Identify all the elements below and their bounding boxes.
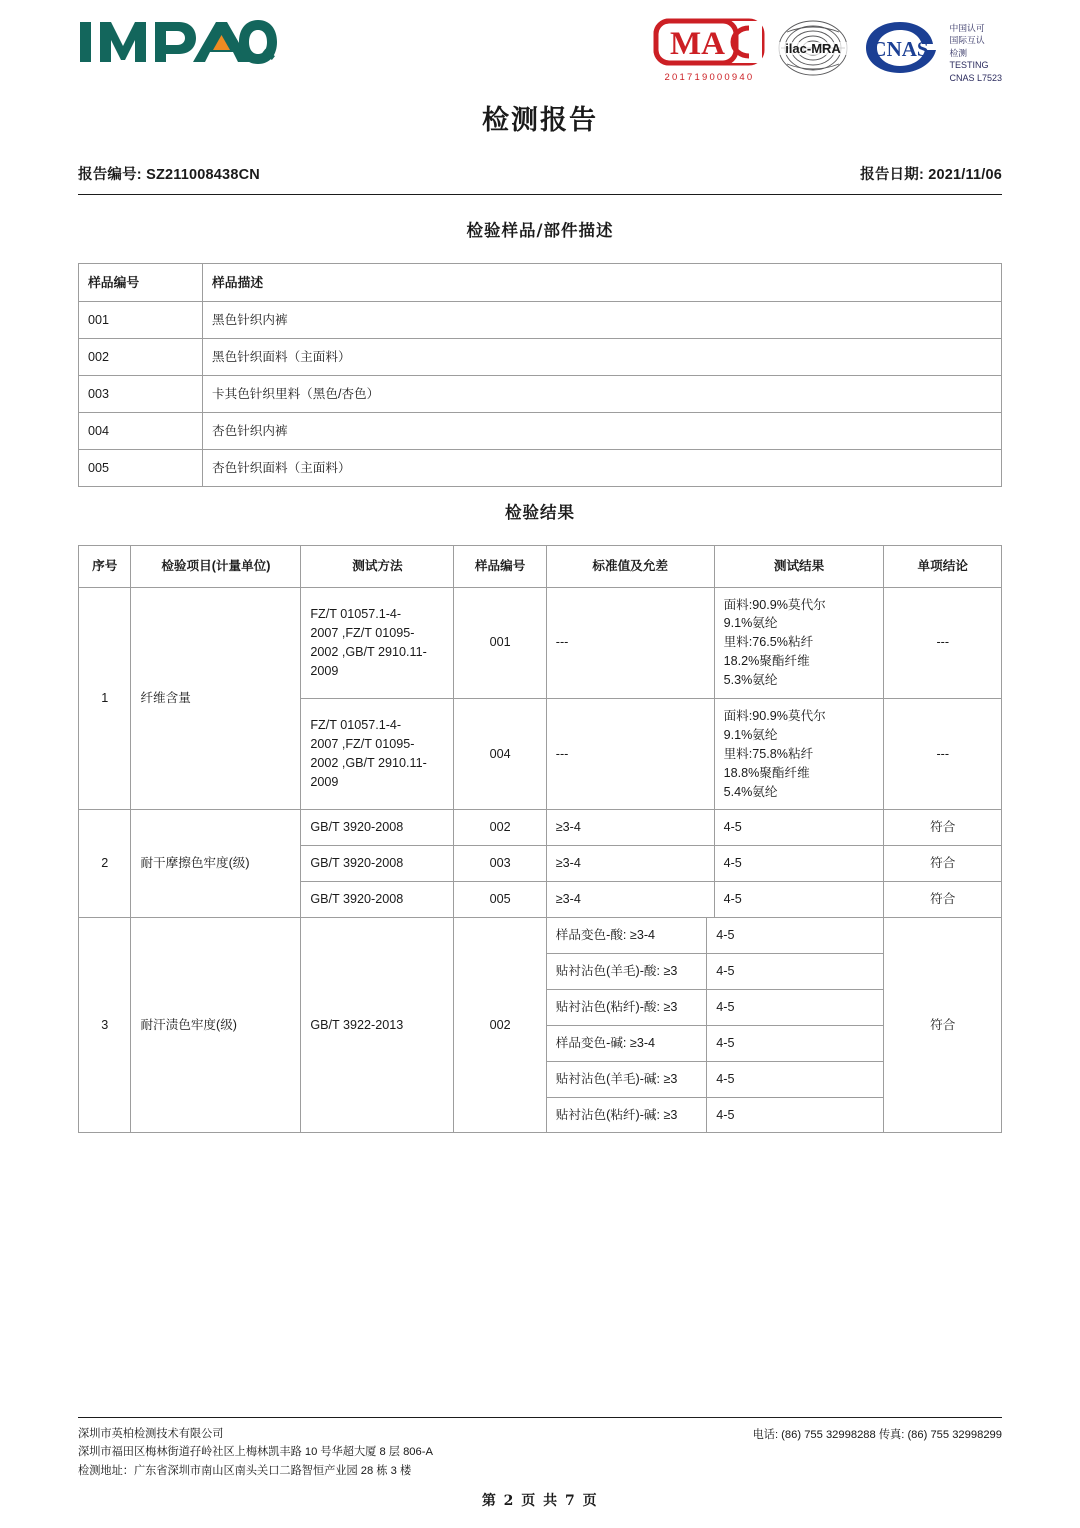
table-header-row (79, 264, 1002, 302)
sub-result: 4-5 (707, 989, 884, 1025)
sub-standard: 贴衬沾色(粘纤)-酸: ≥3 (547, 989, 707, 1025)
col-conclusion: 单项结论 (884, 546, 1002, 587)
row-standard: ≥3-4 (546, 810, 714, 846)
table-row (79, 450, 1002, 487)
cnas-accreditation-text (949, 18, 1002, 85)
table-row (79, 918, 1002, 1133)
method-line: 2009 (310, 775, 339, 790)
table-row (79, 376, 1002, 413)
col-sample-id: 样品编号 (79, 264, 203, 302)
sub-row (547, 954, 884, 990)
sample-id: 001 (79, 302, 203, 339)
impaq-logo (78, 14, 283, 70)
sub-standard: 贴衬沾色(羊毛)-酸: ≥3 (547, 954, 707, 990)
cnas-line-4: TESTING (949, 60, 989, 71)
footer-company-name: 深圳市英柏检测技术有限公司 (78, 1427, 224, 1440)
sample-desc: 杏色针织面料（主面料） (203, 450, 1002, 487)
ilac-mra-mark (775, 18, 851, 83)
row-method (301, 587, 454, 698)
sample-id: 005 (79, 450, 203, 487)
cnas-line-5: CNAS L7523 (949, 73, 1002, 84)
sub-result: 4-5 (707, 918, 884, 953)
row-conclusion: 符合 (884, 882, 1002, 918)
report-date (860, 163, 1002, 184)
method-line: 2002 ,GB/T 2910.11- (310, 644, 427, 659)
row-method: GB/T 3922-2013 (301, 918, 454, 1133)
method-line: 2007 ,FZ/T 01095- (310, 737, 415, 752)
sub-row (547, 989, 884, 1025)
method-line: 2002 ,GB/T 2910.11- (310, 756, 427, 771)
result-line: 里料:76.5%粘纤 (723, 635, 814, 650)
result-line: 5.4%氨纶 (723, 784, 778, 799)
standard-result-subtable (547, 918, 884, 1132)
footer-address-1: 深圳市福田区梅林街道孖岭社区上梅林凯丰路 10 号华超大厦 8 层 806-A (78, 1446, 433, 1459)
row-method: GB/T 3920-2008 (301, 882, 454, 918)
row-item: 纤维含量 (131, 587, 301, 810)
row-result (714, 699, 884, 810)
col-method: 测试方法 (301, 546, 454, 587)
row-method: GB/T 3920-2008 (301, 810, 454, 846)
footer-company-info (78, 1425, 433, 1480)
row-standard: ≥3-4 (546, 846, 714, 882)
row-item: 耐干摩擦色牢度(级) (131, 810, 301, 918)
row-no: 3 (79, 918, 131, 1133)
page-header (78, 0, 1002, 92)
sample-id: 002 (79, 339, 203, 376)
method-line: FZ/T 01057.1-4- (310, 718, 402, 733)
report-number (78, 163, 260, 184)
footer-divider (78, 1417, 1002, 1418)
row-standard-result-group (546, 918, 884, 1133)
sub-result: 4-5 (716, 1107, 735, 1122)
row-conclusion: --- (884, 699, 1002, 810)
row-result (714, 587, 884, 698)
row-result: 4-5 (714, 846, 884, 882)
svg-text:MA: MA (670, 26, 726, 62)
sub-row (547, 1097, 884, 1132)
ilac-mra-label: ilac-MRA (785, 41, 842, 56)
sub-standard: 样品变色-酸: ≥3-4 (547, 918, 707, 953)
sample-desc: 杏色针织内裤 (203, 413, 1002, 450)
result-line: 里料:75.8%粘纤 (723, 746, 814, 761)
row-conclusion: 符合 (884, 810, 1002, 846)
cma-number: 201719000940 (664, 72, 755, 83)
report-number-label: 报告编号: (78, 167, 142, 183)
row-standard: ≥3-4 (546, 882, 714, 918)
cma-icon (653, 18, 765, 66)
row-sample-no: 005 (454, 882, 546, 918)
sample-desc: 黑色针织内裤 (203, 302, 1002, 339)
table-row (79, 339, 1002, 376)
certification-marks (653, 14, 1002, 85)
row-conclusion: 符合 (884, 846, 1002, 882)
row-sample-no: 003 (454, 846, 546, 882)
row-sample-no: 001 (454, 587, 546, 698)
cnas-line-3: 检测 (949, 47, 968, 58)
method-line: 2009 (310, 663, 339, 678)
sample-desc: 黑色针织面料（主面料） (203, 339, 1002, 376)
result-line: 18.2%聚酯纤维 (723, 654, 810, 669)
table-row (79, 810, 1002, 846)
col-sample-desc: 样品描述 (203, 264, 1002, 302)
report-number-value: SZ211008438CN (146, 167, 260, 183)
method-line: 2007 ,FZ/T 01095- (310, 625, 415, 640)
result-line: 面料:90.9%莫代尔 (723, 597, 826, 612)
result-line: 9.1%氨纶 (723, 616, 778, 631)
result-line: 5.3%氨纶 (723, 673, 778, 688)
page-number: 第 2 页 共 7 页 (481, 1493, 599, 1509)
impaq-logo-icon (78, 16, 283, 68)
row-no: 1 (79, 587, 131, 810)
cma-mark (653, 18, 765, 83)
col-sample-no: 样品编号 (454, 546, 546, 587)
table-header-row (79, 546, 1002, 587)
cnas-icon (861, 18, 939, 76)
sub-result: 4-5 (707, 1025, 884, 1061)
row-method (301, 699, 454, 810)
row-standard: --- (546, 587, 714, 698)
sample-id: 004 (79, 413, 203, 450)
col-standard: 标准值及允差 (546, 546, 714, 587)
sub-row (547, 1061, 884, 1097)
result-line: 面料:90.9%莫代尔 (723, 709, 826, 723)
row-item: 耐汗渍色牢度(级) (131, 918, 301, 1133)
row-sample-no: 002 (454, 918, 546, 1133)
result-line: 18.8%聚酯纤维 (723, 765, 810, 780)
sub-standard: 样品变色-碱: ≥3-4 (547, 1025, 707, 1061)
report-date-label: 报告日期: (860, 167, 924, 183)
row-sample-no: 004 (454, 699, 546, 810)
row-no: 2 (79, 810, 131, 918)
row-result: 4-5 (714, 882, 884, 918)
header-divider (78, 194, 1002, 195)
sample-desc: 卡其色针织里料（黑色/杏色） (203, 376, 1002, 413)
row-sample-no: 002 (454, 810, 546, 846)
table-row (79, 302, 1002, 339)
cnas-line-1: 中国认可 (949, 23, 985, 33)
table-row (79, 413, 1002, 450)
footer-address-2: 检测地址：广东省深圳市南山区南头关口二路智恒产业园 28 栋 3 楼 (78, 1464, 412, 1477)
sub-row (547, 1025, 884, 1061)
result-line: 9.1%氨纶 (723, 727, 778, 742)
footer-contact: 电话: (86) 755 32998288 传真: (86) 755 32998299 (752, 1428, 1002, 1441)
sample-section-title: 检验样品/部件描述 (466, 221, 614, 240)
sample-description-table (78, 263, 1002, 487)
row-method: GB/T 3920-2008 (301, 846, 454, 882)
report-date-value: 2021/11/06 (928, 167, 1002, 183)
sub-row (547, 918, 884, 953)
page-title: 检测报告 (482, 105, 598, 136)
row-conclusion: 符合 (884, 918, 1002, 1133)
row-result: 4-5 (714, 810, 884, 846)
result-section-title: 检验结果 (505, 503, 575, 523)
col-item: 检验项目(计量单位) (131, 546, 301, 587)
table-row (79, 587, 1002, 698)
report-meta (78, 163, 1002, 184)
page-footer (78, 1417, 1002, 1510)
sample-id: 003 (79, 376, 203, 413)
sub-standard: 贴衬沾色(粘纤)-碱: ≥3 (547, 1097, 707, 1132)
sub-result: 4-5 (707, 954, 884, 990)
row-standard: --- (546, 699, 714, 810)
cnas-mark (861, 18, 939, 81)
cnas-line-2: 国际互认 (949, 35, 985, 46)
method-line: FZ/T 01057.1-4- (310, 606, 402, 621)
sub-result: 4-5 (707, 1061, 884, 1097)
ilac-mra-icon (775, 18, 851, 78)
row-conclusion: --- (884, 587, 1002, 698)
test-result-table (78, 545, 1002, 1133)
col-result: 测试结果 (714, 546, 884, 587)
cnas-label: CNAS (871, 37, 930, 61)
col-no: 序号 (79, 546, 131, 587)
sub-standard: 贴衬沾色(羊毛)-碱: ≥3 (547, 1061, 707, 1097)
